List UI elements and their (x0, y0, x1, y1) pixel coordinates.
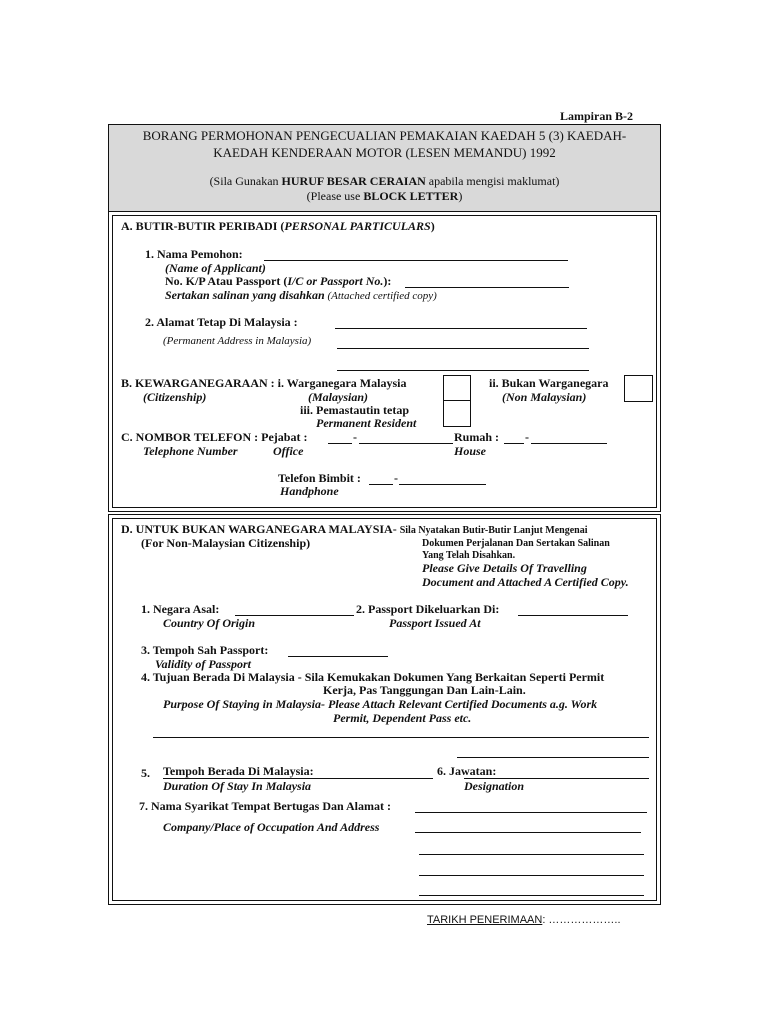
citizenship-label-en: (Citizenship) (143, 390, 207, 404)
company-label-en: Company/Place of Occupation And Address (163, 820, 380, 834)
section-a-heading (121, 219, 435, 234)
non-malaysian-label-en: (Non Malaysian) (502, 390, 587, 404)
duration-num: 5. (141, 766, 150, 780)
designation-label-en: Designation (464, 779, 525, 793)
house-dash: - (525, 430, 529, 444)
citizenship-label: B. KEWARGANEGARAAN : i. Warganegara Malaysia (121, 376, 407, 390)
instruction-ms (108, 174, 661, 189)
passport-issued-label-en: Passport Issued At (389, 616, 481, 630)
section-d-note-line1: Sila Nyatakan Butir-Butir Lanjut Mengenai (399, 525, 588, 536)
permanent-resident-label-en: Permanent Resident (316, 416, 417, 430)
permanent-resident-checkbox[interactable] (443, 400, 471, 427)
non-malaysian-label: ii. Bukan Warganegara (489, 376, 609, 390)
passport-issued-field[interactable] (518, 615, 628, 616)
instruction-ms-bold: HURUF BESAR CERAIAN (281, 174, 426, 188)
section-a-heading-prefix: A. BUTIR-BUTIR PERIBADI ( (121, 219, 285, 233)
mobile-label-en: Handphone (280, 484, 339, 498)
office-code-field[interactable] (328, 443, 352, 444)
passport-validity-label: 3. Tempoh Sah Passport: (141, 643, 269, 657)
purpose-field-line1[interactable] (153, 737, 649, 738)
country-origin-label-en: Country Of Origin (163, 616, 256, 630)
received-date-dots: : ……………….. (542, 914, 621, 926)
telephone-label-en: Telephone Number (143, 444, 238, 458)
purpose-label-en1: Purpose Of Staying in Malaysia- Please Attach Relevant Certified Documents a.g. Work (163, 697, 598, 711)
address-label: 2. Alamat Tetap Di Malaysia : (145, 315, 298, 329)
certified-copy-note-en: (Attached certified copy) (324, 290, 437, 302)
address-label-en: (Permanent Address in Malaysia) (163, 335, 312, 347)
section-d-heading (121, 522, 588, 537)
designation-label: 6. Jawatan: (437, 764, 497, 778)
country-origin-label: 1. Negara Asal: (141, 602, 220, 616)
ic-passport-label-suffix: ): (383, 274, 392, 288)
instruction-en (108, 189, 661, 204)
passport-validity-field[interactable] (288, 656, 388, 657)
company-field-line2[interactable] (415, 832, 641, 833)
passport-issued-label: 2. Passport Dikeluarkan Di: (356, 602, 500, 616)
section-a-heading-italic: PERSONAL PARTICULARS (284, 219, 431, 233)
house-number-field[interactable] (531, 443, 607, 444)
company-field-line1[interactable] (415, 812, 647, 813)
house-code-field[interactable] (504, 443, 524, 444)
duration-label: Tempoh Berada Di Malaysia: (163, 764, 314, 778)
section-d-note-line3: Yang Telah Disahkan. (422, 550, 516, 561)
section-d-heading-en: (For Non-Malaysian Citizenship) (141, 536, 311, 550)
instruction-en-suffix: ) (458, 189, 463, 203)
mobile-code-field[interactable] (369, 484, 393, 485)
applicant-name-label: 1. Nama Pemohon: (145, 247, 243, 261)
company-label: 7. Nama Syarikat Tempat Bertugas Dan Alamat : (139, 799, 392, 813)
ic-passport-label (165, 274, 391, 289)
purpose-field-line2[interactable] (457, 757, 649, 758)
malaysian-checkbox[interactable] (443, 375, 471, 401)
certified-copy-note-ms: Sertakan salinan yang disahkan (165, 288, 325, 302)
ic-passport-label-italic: I/C or Passport No. (287, 274, 384, 288)
instruction-ms-suffix: apabila mengisi maklumat) (425, 174, 560, 188)
form-title-line1: BORANG PERMOHONAN PENGECUALIAN PEMAKAIAN KAEDAH 5 (3) KAEDAH- (142, 128, 627, 143)
section-d-heading-text: D. UNTUK BUKAN WARGANEGARA MALAYSIA- (121, 522, 397, 536)
instruction-en-bold: BLOCK LETTER (363, 189, 459, 203)
office-number-field[interactable] (359, 443, 453, 444)
duration-label-en: Duration Of Stay In Malaysia (163, 779, 312, 793)
telephone-label: C. NOMBOR TELEFON : Pejabat : (121, 430, 308, 444)
section-a-heading-suffix: ) (430, 219, 435, 233)
purpose-label-line2: Kerja, Pas Tanggungan Dan Lain-Lain. (323, 683, 526, 697)
company-field-line4[interactable] (419, 875, 644, 876)
address-field-line2[interactable] (337, 348, 589, 349)
house-label: Rumah : (454, 430, 500, 444)
purpose-label: 4. Tujuan Berada Di Malaysia - Sila Kemukakan Dokumen Yang Berkaitan Seperti Permit (141, 670, 605, 684)
section-d-note-line2: Dokumen Perjalanan Dan Sertakan Salinan (422, 538, 610, 549)
purpose-label-en2: Permit, Dependent Pass etc. (333, 711, 472, 725)
section-d-note-en2: Document and Attached A Certified Copy. (422, 575, 629, 589)
house-label-en: House (454, 444, 487, 458)
address-field-line3[interactable] (337, 370, 589, 371)
lampiran-label: Lampiran B-2 (560, 109, 634, 123)
applicant-name-field[interactable] (264, 260, 568, 261)
office-dash: - (353, 430, 357, 444)
applicant-name-label-en: (Name of Applicant) (165, 261, 266, 275)
instruction-en-prefix: (Please use (306, 189, 364, 203)
instruction-ms-prefix: (Sila Gunakan (209, 174, 282, 188)
form-title-line2: KAEDAH KENDERAAN MOTOR (LESEN MEMANDU) 1992 (213, 145, 556, 160)
company-field-line3[interactable] (419, 854, 644, 855)
ic-passport-label-prefix: No. K/P Atau Passport ( (165, 274, 288, 288)
mobile-dash: - (394, 471, 398, 485)
malaysian-label-en: (Malaysian) (308, 390, 368, 404)
office-label-en: Office (273, 444, 304, 458)
mobile-number-field[interactable] (399, 484, 486, 485)
passport-validity-label-en: Validity of Passport (155, 657, 252, 671)
certified-copy-note (165, 288, 437, 303)
mobile-label: Telefon Bimbit : (278, 471, 361, 485)
address-field-line1[interactable] (335, 328, 587, 329)
non-malaysian-checkbox[interactable] (624, 375, 653, 402)
section-d-note-en1: Please Give Details Of Travelling (422, 561, 587, 575)
permanent-resident-label: iii. Pemastautin tetap (300, 403, 409, 417)
company-field-line5[interactable] (419, 895, 644, 896)
received-date (427, 914, 621, 926)
received-date-label: TARIKH PENERIMAAN (427, 914, 543, 926)
